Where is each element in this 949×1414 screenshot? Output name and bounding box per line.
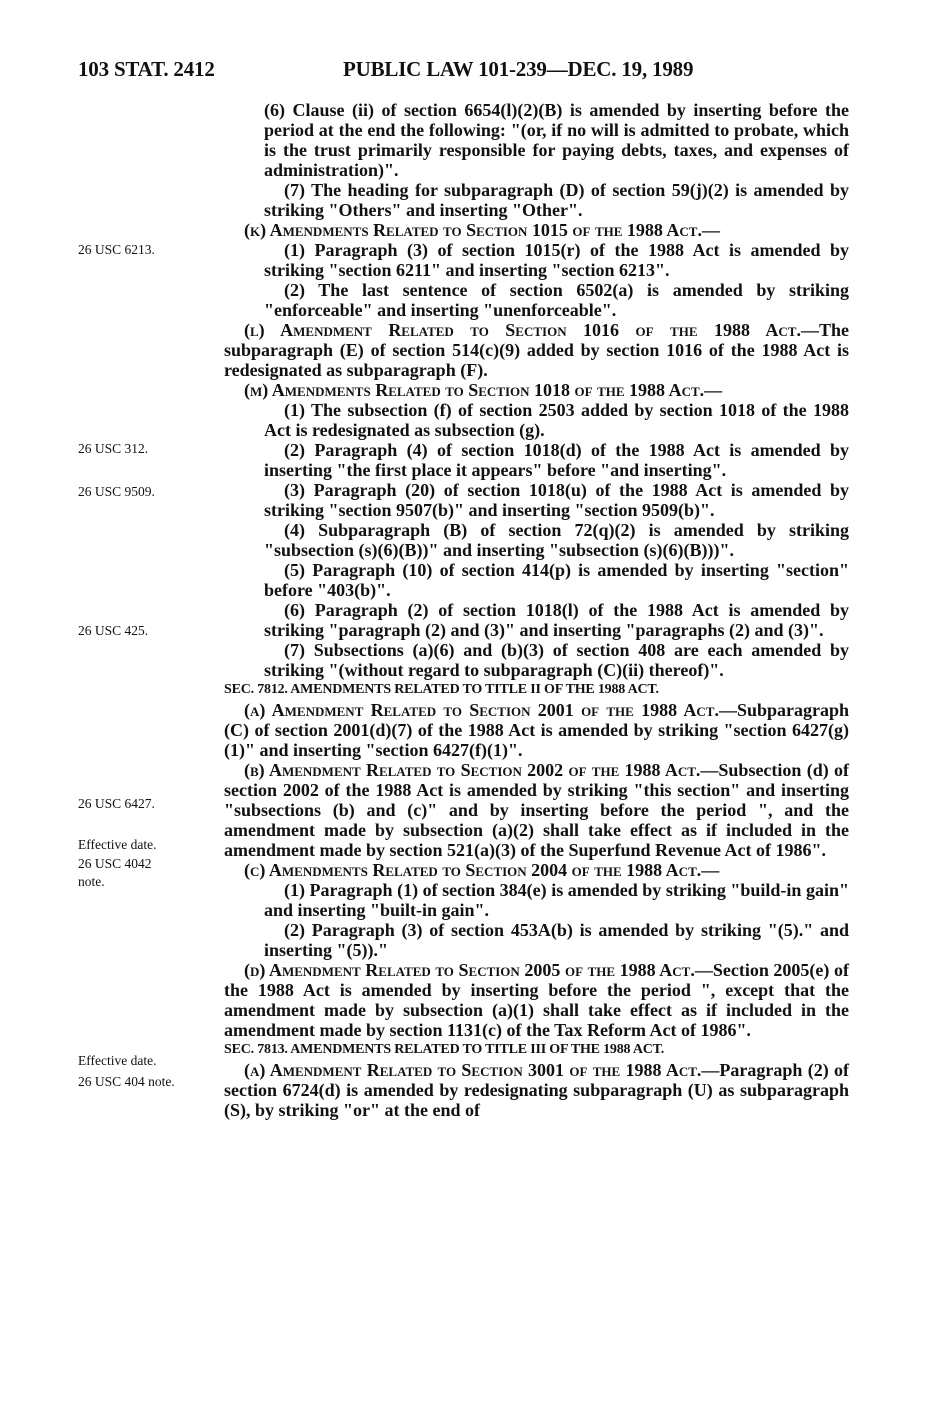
margin-note: note. <box>78 874 105 889</box>
section-heading: SEC. 7813. AMENDMENTS RELATED TO TITLE III OF THE 1988 ACT. <box>224 1042 665 1057</box>
margin-note: 26 USC 404 note. <box>78 1074 175 1089</box>
paragraph: (d) Amendment Related to Section 2005 of the 1988 Act.—Section 2005(e) of the 1988 Act is amended by inserting before the period ", except that the amendment made by subsection (a)(1) shall take effect as if included in the amendment made by section 1131(c) of the Tax Reform Act of 1986". <box>224 960 849 1040</box>
margin-note: Effective date. <box>78 1053 157 1068</box>
paragraph: (4) Subparagraph (B) of section 72(q)(2) is amended by striking "subsection (s)(6)(B))" and inserting "subsection (s)(6)(B)))". <box>264 520 849 560</box>
paragraph: (a) Amendment Related to Section 3001 of the 1988 Act.—Paragraph (2) of section 6724(d) is amended by redesignating subparagraph (U) as subparagraph (S), by striking "or" at the end of <box>224 1060 850 1120</box>
paragraph: (6) Paragraph (2) of section 1018(l) of the 1988 Act is amended by striking "paragraph (2) and (3)" and inserting "paragraphs (2) and (3)". <box>264 600 849 640</box>
paragraph: (1) Paragraph (1) of section 384(e) is amended by striking "build-in gain" and inserting "built-in gain". <box>264 880 849 920</box>
paragraph: (6) Clause (ii) of section 6654(l)(2)(B) is amended by inserting before the period at the end the following: "(or, if no will is admitted to probate, which is the trust primarily responsible for paying debts, taxes, and expenses of administration)". <box>264 100 849 180</box>
paragraph: (1) Paragraph (3) of section 1015(r) of the 1988 Act is amended by striking "section 6211" and inserting "section 6213". <box>264 240 849 280</box>
paragraph: (2) The last sentence of section 6502(a) is amended by striking "enforceable" and inserting "unenforceable". <box>264 280 849 320</box>
paragraph: (l) Amendment Related to Section 1016 of the 1988 Act.—The subparagraph (E) of section 514(c)(9) added by section 1016 of the 1988 Act is redesignated as subparagraph (F). <box>224 320 849 380</box>
paragraph: (a) Amendment Related to Section 2001 of the 1988 Act.—Subparagraph (C) of section 2001(d)(7) of the 1988 Act is amended by striking "section 6427(g)(1)" and inserting "section 6427(f)(1)". <box>224 700 849 760</box>
margin-note: 26 USC 425. <box>78 623 149 638</box>
margin-note: 26 USC 6213. <box>78 242 155 257</box>
paragraph: (3) Paragraph (20) of section 1018(u) of the 1988 Act is amended by striking "section 9507(b)" and inserting "section 9509(b)". <box>264 480 849 520</box>
margin-note: 26 USC 312. <box>78 441 149 456</box>
paragraph: (7) The heading for subparagraph (D) of section 59(j)(2) is amended by striking "Others" and inserting "Other". <box>264 180 849 220</box>
paragraph: (b) Amendment Related to Section 2002 of the 1988 Act.—Subsection (d) of section 2002 of the 1988 Act is amended by striking "this section" and inserting "subsections (b) and (c)" and by inserting before the period ", and the amendment made by subsection (a)(2) shall take effect as if included in the amendment made by section 521(a)(3) of the Superfund Revenue Act of 1986". <box>224 760 850 860</box>
margin-note: 26 USC 9509. <box>78 484 155 499</box>
subsection-heading: (m) Amendments Related to Section 1018 of the 1988 Act.— <box>244 380 723 400</box>
paragraph: (1) The subsection (f) of section 2503 added by section 1018 of the 1988 Act is redesignated as subsection (g). <box>264 400 849 440</box>
subsection-heading: (c) Amendments Related to Section 2004 of the 1988 Act.— <box>244 860 720 880</box>
stat-citation: 103 STAT. 2412 <box>78 57 215 81</box>
margin-note: 26 USC 6427. <box>78 796 155 811</box>
subsection-heading: (k) Amendments Related to Section 1015 of the 1988 Act.— <box>244 220 720 240</box>
paragraph: (7) Subsections (a)(6) and (b)(3) of section 408 are each amended by striking "(without regard to subparagraph (C)(ii) thereof)". <box>264 640 849 680</box>
paragraph: (2) Paragraph (3) of section 453A(b) is amended by striking "(5)." and inserting "(5))." <box>264 920 849 960</box>
margin-note: 26 USC 4042 <box>78 856 152 871</box>
statute-body <box>224 100 849 1120</box>
margin-note: Effective date. <box>78 837 157 852</box>
public-law-title: PUBLIC LAW 101-239—DEC. 19, 1989 <box>343 57 694 81</box>
section-heading: SEC. 7812. AMENDMENTS RELATED TO TITLE II OF THE 1988 ACT. <box>224 682 659 697</box>
paragraph: (2) Paragraph (4) of section 1018(d) of the 1988 Act is amended by inserting "the first place it appears" before "and inserting". <box>264 440 849 480</box>
paragraph: (5) Paragraph (10) of section 414(p) is amended by inserting "section" before "403(b)". <box>264 560 849 600</box>
